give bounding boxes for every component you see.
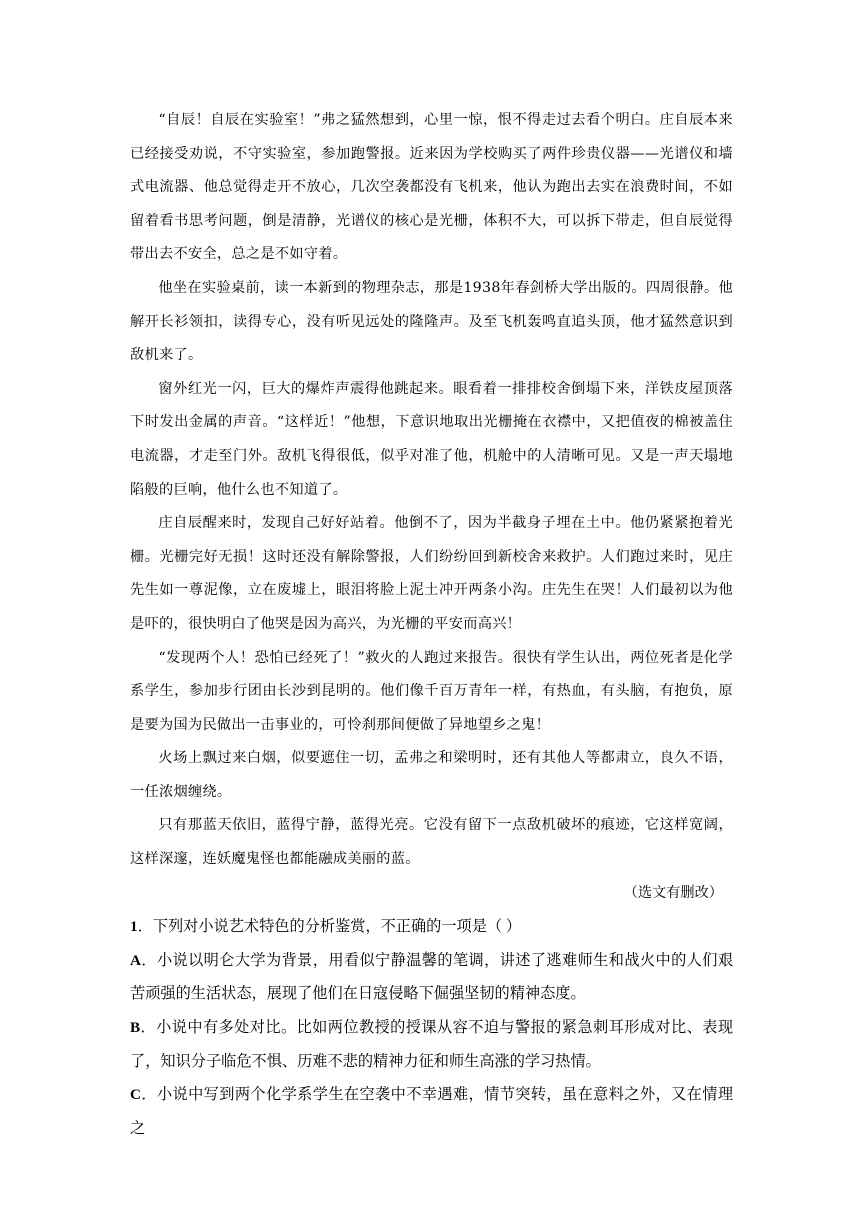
question-block: [130, 910, 733, 1145]
option-c-letter: C: [130, 1086, 141, 1104]
option-b: [130, 1011, 733, 1078]
option-a: [130, 944, 733, 1011]
option-b-letter: B: [130, 1019, 141, 1037]
option-a-text: ．小说以明仑大学为背景，用看似宁静温馨的笔调，讲述了逃难师生和战火中的人们艰苦顽强的生活状态，展现了他们在日寇侵略下倔强坚韧的精神态度。: [130, 951, 733, 1003]
passage-paragraph-5: “发现两个人！恐怕已经死了！”救火的人跑过来报告。很快有学生认出，两位死者是化学系学生，参加步行团由长沙到昆明的。他们像千百万青年一样，有热血，有头脑，有抱负，原是要为国为民做出一击事业的，可怜刹那间便做了异地望乡之鬼！: [130, 649, 733, 733]
passage-paragraph-4: 庄自辰醒来时，发现自己好好站着。他倒不了，因为半截身子埋在土中。他仍紧紧抱着光栅。光栅完好无损！这时还没有解除警报，人们纷纷回到新校舍来救护。人们跑过来时，见庄先生如一尊泥像，立在废墟上，眼泪将脸上泥土冲开两条小沟。庄先生在哭！人们最初以为他是吓的，很快明白了他哭是因为高兴，为光栅的平安而高兴！: [130, 515, 733, 632]
question-stem: [130, 910, 733, 944]
passage-paragraph-7: 只有那蓝天依旧，蓝得宁静，蓝得光亮。它没有留下一点敌机破坏的痕迹，它这样宽阔，这样深邃，连妖魔鬼怪也都能融成美丽的蓝。: [130, 817, 733, 868]
passage-paragraph-1: “自辰！自辰在实验室！”弗之猛然想到，心里一惊，恨不得走过去看个明白。庄自辰本来已经接受劝说，不守实验室，参加跑警报。近来因为学校购买了两件珍贵仪器——光谱仪和墙式电流器、他总觉得走开不放心，几次空袭都没有飞机来，他认为跑出去实在浪费时间，不如留着看书思考问题，倒是清静，光谱仪的核心是光栅，体积不大，可以拆下带走，但自辰觉得带出去不安全，总之是不如守着。: [130, 112, 733, 263]
question-number: 1: [130, 918, 138, 936]
passage-paragraph-2: 他坐在实验桌前，读一本新到的物理杂志，那是1938年春剑桥大学出版的。四周很静。他解开长衫领扣，读得专心，没有听见远处的隆隆声。及至飞机轰鸣直追头顶，他才猛然意识到敌机来了。: [130, 279, 733, 364]
document-body: [130, 104, 733, 1145]
passage-paragraph-3: 窗外红光一闪，巨大的爆炸声震得他跳起来。眼看着一排排校舍倒塌下来，洋铁皮屋顶落下时发出金属的声音。“这样近！”他想，下意识地取出光栅掩在衣襟中，又把值夜的棉被盖住电流器，才走至门外。敌机飞得很低，似乎对准了他，机舱中的人清晰可见。又是一声天塌地陷般的巨响，他什么也不知道了。: [130, 380, 733, 498]
option-b-text: ．小说中有多处对比。比如两位教授的授课从容不迫与警报的紧急刺耳形成对比、表现了，知识分子临危不惧、历难不悲的精神力征和师生高涨的学习热情。: [130, 1019, 733, 1070]
source-note: （选文有删改）: [623, 884, 723, 901]
option-c: [130, 1078, 733, 1145]
option-a-letter: A: [130, 951, 141, 969]
passage-paragraph-6: 火场上飘过来白烟，似要遮住一切，孟弗之和梁明时，还有其他人等都肃立，良久不语，一任浓烟缠绕。: [130, 750, 733, 800]
question-stem-text: ．下列对小说艺术特色的分析鉴赏，不正确的一项是（ ）: [137, 918, 522, 936]
option-c-text: ．小说中写到两个化学系学生在空袭中不幸遇难，情节突转，虽在意料之外，又在情理之: [130, 1086, 733, 1137]
reading-passage: [130, 104, 733, 910]
